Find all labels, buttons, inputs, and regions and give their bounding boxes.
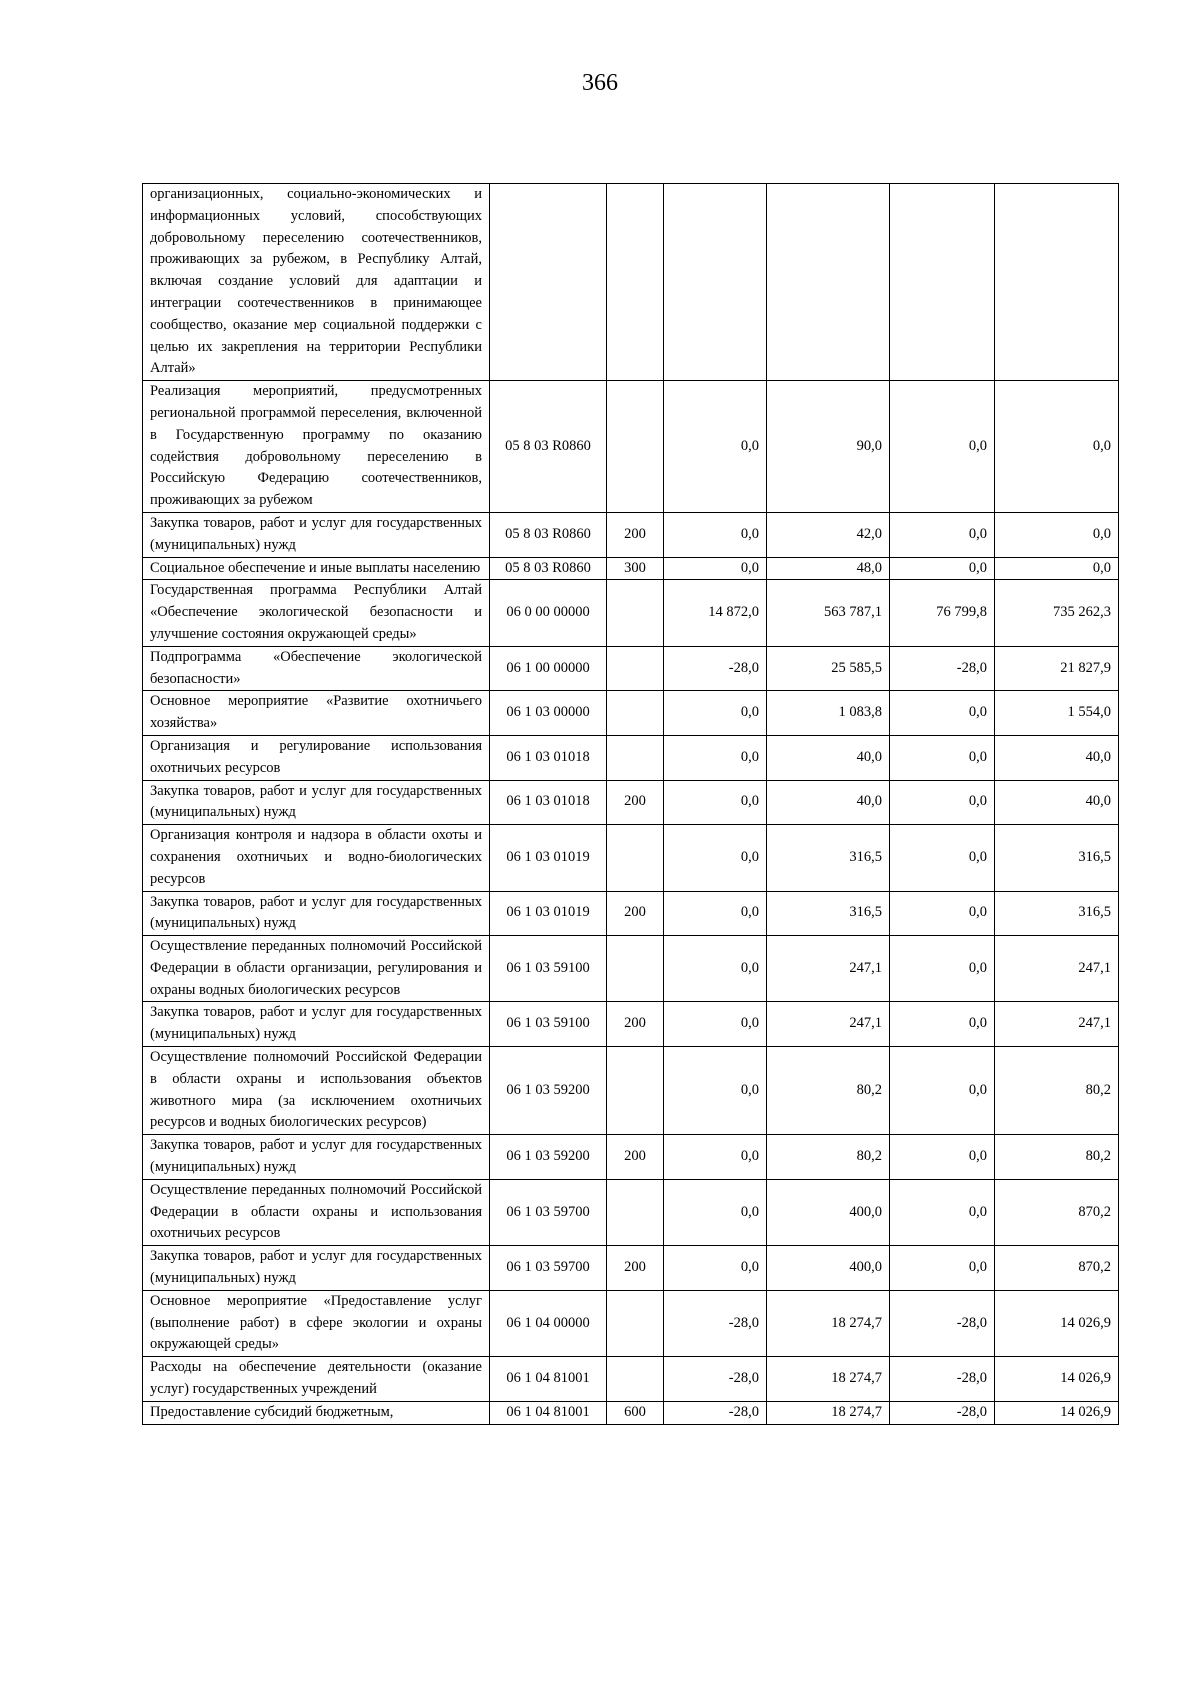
amount-2: 316,5 [767, 825, 890, 891]
amount-4 [995, 184, 1119, 381]
row-description: Организация и регулирование использования охотничьих ресурсов [143, 735, 490, 780]
row-description: Закупка товаров, работ и услуг для государственных (муниципальных) нужд [143, 1135, 490, 1180]
amount-1 [664, 184, 767, 381]
amount-1: 0,0 [664, 557, 767, 580]
amount-1: -28,0 [664, 1357, 767, 1402]
amount-1: 0,0 [664, 1002, 767, 1047]
amount-3: -28,0 [890, 1401, 995, 1424]
amount-1: 0,0 [664, 780, 767, 825]
budget-code: 06 1 03 01018 [490, 735, 607, 780]
amount-3: -28,0 [890, 1290, 995, 1356]
amount-3: -28,0 [890, 1357, 995, 1402]
amount-2: 247,1 [767, 1002, 890, 1047]
amount-4: 0,0 [995, 557, 1119, 580]
table-row [143, 1047, 1119, 1135]
amount-1: 0,0 [664, 1135, 767, 1180]
amount-1: 0,0 [664, 936, 767, 1002]
amount-3 [890, 184, 995, 381]
expense-type: 200 [607, 512, 664, 557]
amount-3: -28,0 [890, 646, 995, 691]
amount-2: 48,0 [767, 557, 890, 580]
page-number: 366 [582, 70, 618, 96]
amount-2: 42,0 [767, 512, 890, 557]
budget-code: 05 8 03 R0860 [490, 557, 607, 580]
expense-type: 200 [607, 1135, 664, 1180]
amount-1: 14 872,0 [664, 580, 767, 646]
expense-type: 200 [607, 780, 664, 825]
budget-code: 06 1 03 59100 [490, 1002, 607, 1047]
table-row [143, 1290, 1119, 1356]
amount-1: 0,0 [664, 381, 767, 513]
table-row [143, 512, 1119, 557]
amount-2: 316,5 [767, 891, 890, 936]
table-row [143, 691, 1119, 736]
budget-code: 06 0 00 00000 [490, 580, 607, 646]
row-description: Основное мероприятие «Предоставление услуг (выполнение работ) в сфере экологии и охраны окружающей среды» [143, 1290, 490, 1356]
budget-code: 06 1 04 81001 [490, 1401, 607, 1424]
amount-4: 870,2 [995, 1246, 1119, 1291]
amount-4: 21 827,9 [995, 646, 1119, 691]
amount-1: 0,0 [664, 691, 767, 736]
amount-3: 0,0 [890, 825, 995, 891]
row-description: Закупка товаров, работ и услуг для государственных (муниципальных) нужд [143, 891, 490, 936]
table-row [143, 184, 1119, 381]
amount-2 [767, 184, 890, 381]
amount-2: 400,0 [767, 1246, 890, 1291]
row-description: Государственная программа Республики Алтай «Обеспечение экологической безопасности и улучшение состояния окружающей среды» [143, 580, 490, 646]
budget-code: 06 1 03 00000 [490, 691, 607, 736]
amount-1: 0,0 [664, 1047, 767, 1135]
expense-type [607, 1179, 664, 1245]
amount-2: 40,0 [767, 735, 890, 780]
budget-code: 06 1 03 01018 [490, 780, 607, 825]
table-row [143, 891, 1119, 936]
amount-1: 0,0 [664, 825, 767, 891]
row-description: Организация контроля и надзора в области охоты и сохранения охотничьих и водно-биологических ресурсов [143, 825, 490, 891]
amount-2: 90,0 [767, 381, 890, 513]
amount-2: 563 787,1 [767, 580, 890, 646]
expense-type: 300 [607, 557, 664, 580]
table-row [143, 780, 1119, 825]
amount-1: 0,0 [664, 1246, 767, 1291]
table-row [143, 825, 1119, 891]
budget-table [142, 183, 1119, 1425]
amount-4: 40,0 [995, 780, 1119, 825]
amount-3: 0,0 [890, 1002, 995, 1047]
row-description: Расходы на обеспечение деятельности (оказание услуг) государственных учреждений [143, 1357, 490, 1402]
amount-4: 735 262,3 [995, 580, 1119, 646]
amount-3: 76 799,8 [890, 580, 995, 646]
budget-code: 06 1 04 81001 [490, 1357, 607, 1402]
amount-2: 18 274,7 [767, 1290, 890, 1356]
table-row [143, 381, 1119, 513]
amount-2: 400,0 [767, 1179, 890, 1245]
expense-type [607, 936, 664, 1002]
amount-3: 0,0 [890, 1246, 995, 1291]
amount-4: 247,1 [995, 936, 1119, 1002]
row-description: Закупка товаров, работ и услуг для государственных (муниципальных) нужд [143, 512, 490, 557]
amount-4: 316,5 [995, 825, 1119, 891]
row-description: Осуществление переданных полномочий Российской Федерации в области организации, регулирования и охраны водных биологических ресурсов [143, 936, 490, 1002]
amount-1: 0,0 [664, 1179, 767, 1245]
row-description: Реализация мероприятий, предусмотренных региональной программой переселения, включенной в Государственную программу по оказанию содействия добровольному переселению в Российскую Федерацию соотечественников, проживающих за рубежом [143, 381, 490, 513]
table-row [143, 557, 1119, 580]
budget-code: 05 8 03 R0860 [490, 512, 607, 557]
amount-4: 14 026,9 [995, 1290, 1119, 1356]
expense-type [607, 1047, 664, 1135]
amount-3: 0,0 [890, 936, 995, 1002]
amount-1: 0,0 [664, 735, 767, 780]
row-description: Предоставление субсидий бюджетным, [143, 1401, 490, 1424]
amount-4: 316,5 [995, 891, 1119, 936]
row-description: Основное мероприятие «Развитие охотничьего хозяйства» [143, 691, 490, 736]
table-row [143, 1246, 1119, 1291]
amount-2: 18 274,7 [767, 1357, 890, 1402]
amount-3: 0,0 [890, 381, 995, 513]
amount-3: 0,0 [890, 557, 995, 580]
amount-4: 0,0 [995, 381, 1119, 513]
budget-code [490, 184, 607, 381]
amount-3: 0,0 [890, 891, 995, 936]
budget-code: 06 1 03 59700 [490, 1179, 607, 1245]
amount-3: 0,0 [890, 512, 995, 557]
table-row [143, 1401, 1119, 1424]
expense-type [607, 1290, 664, 1356]
expense-type [607, 691, 664, 736]
budget-code: 05 8 03 R0860 [490, 381, 607, 513]
amount-2: 25 585,5 [767, 646, 890, 691]
table-row [143, 580, 1119, 646]
amount-4: 0,0 [995, 512, 1119, 557]
amount-1: 0,0 [664, 891, 767, 936]
amount-2: 18 274,7 [767, 1401, 890, 1424]
amount-4: 14 026,9 [995, 1401, 1119, 1424]
amount-3: 0,0 [890, 1135, 995, 1180]
amount-4: 80,2 [995, 1135, 1119, 1180]
row-description: Социальное обеспечение и иные выплаты населению [143, 557, 490, 580]
budget-code: 06 1 03 59200 [490, 1047, 607, 1135]
amount-3: 0,0 [890, 691, 995, 736]
amount-2: 40,0 [767, 780, 890, 825]
amount-1: -28,0 [664, 1401, 767, 1424]
amount-4: 80,2 [995, 1047, 1119, 1135]
budget-table-body [143, 184, 1119, 1425]
expense-type [607, 825, 664, 891]
table-row [143, 1002, 1119, 1047]
table-row [143, 646, 1119, 691]
expense-type: 200 [607, 1002, 664, 1047]
amount-4: 40,0 [995, 735, 1119, 780]
amount-1: 0,0 [664, 512, 767, 557]
amount-4: 14 026,9 [995, 1357, 1119, 1402]
row-description: Закупка товаров, работ и услуг для государственных (муниципальных) нужд [143, 1246, 490, 1291]
expense-type [607, 735, 664, 780]
budget-code: 06 1 00 00000 [490, 646, 607, 691]
budget-code: 06 1 03 01019 [490, 891, 607, 936]
row-description: Закупка товаров, работ и услуг для государственных (муниципальных) нужд [143, 1002, 490, 1047]
table-row [143, 1357, 1119, 1402]
amount-3: 0,0 [890, 1179, 995, 1245]
amount-4: 1 554,0 [995, 691, 1119, 736]
expense-type: 200 [607, 1246, 664, 1291]
budget-code: 06 1 03 59100 [490, 936, 607, 1002]
expense-type [607, 184, 664, 381]
row-description: организационных, социально-экономических и информационных условий, способствующих добровольному переселению соотечественников, проживающих за рубежом, в Республику Алтай, включая создание условий для адаптации и интеграции соотечественников в принимающее сообщество, оказание мер социальной поддержки с целью их закрепления на территории Республики Алтай» [143, 184, 490, 381]
table-row [143, 1179, 1119, 1245]
amount-4: 870,2 [995, 1179, 1119, 1245]
table-row [143, 1135, 1119, 1180]
row-description: Осуществление переданных полномочий Российской Федерации в области охраны и использования охотничьих ресурсов [143, 1179, 490, 1245]
expense-type [607, 1357, 664, 1402]
expense-type [607, 580, 664, 646]
table-row [143, 936, 1119, 1002]
expense-type [607, 381, 664, 513]
row-description: Закупка товаров, работ и услуг для государственных (муниципальных) нужд [143, 780, 490, 825]
amount-1: -28,0 [664, 646, 767, 691]
budget-code: 06 1 03 01019 [490, 825, 607, 891]
expense-type: 600 [607, 1401, 664, 1424]
amount-2: 80,2 [767, 1047, 890, 1135]
budget-code: 06 1 03 59200 [490, 1135, 607, 1180]
budget-code: 06 1 04 00000 [490, 1290, 607, 1356]
amount-3: 0,0 [890, 780, 995, 825]
amount-3: 0,0 [890, 735, 995, 780]
row-description: Осуществление полномочий Российской Федерации в области охраны и использования объектов животного мира (за исключением охотничьих ресурсов и водных биологических ресурсов) [143, 1047, 490, 1135]
budget-code: 06 1 03 59700 [490, 1246, 607, 1291]
amount-2: 80,2 [767, 1135, 890, 1180]
row-description: Подпрограмма «Обеспечение экологической безопасности» [143, 646, 490, 691]
amount-2: 247,1 [767, 936, 890, 1002]
amount-4: 247,1 [995, 1002, 1119, 1047]
table-row [143, 735, 1119, 780]
amount-1: -28,0 [664, 1290, 767, 1356]
amount-2: 1 083,8 [767, 691, 890, 736]
expense-type [607, 646, 664, 691]
expense-type: 200 [607, 891, 664, 936]
amount-3: 0,0 [890, 1047, 995, 1135]
